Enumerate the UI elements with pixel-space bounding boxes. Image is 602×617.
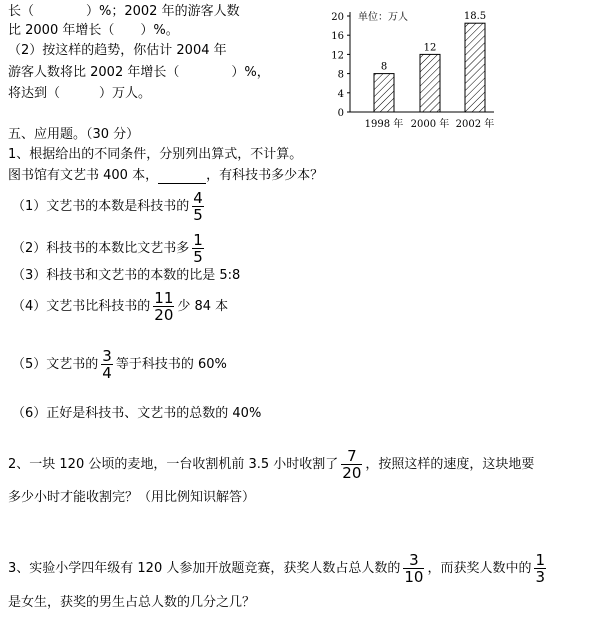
bar-2000 (420, 54, 440, 112)
c5-fraction (101, 348, 113, 381)
y-tick-label: 4 (337, 88, 344, 100)
x-tick-label: 2000 年 (410, 119, 450, 130)
c1-fraction (192, 190, 204, 223)
c5-text: （5）文艺书的 (12, 357, 99, 372)
top-line-2: 比 2000 年增长（ ）%。 (8, 23, 179, 38)
y-tick-label: 16 (331, 31, 344, 43)
q2-line-1 (8, 448, 534, 481)
condition-6: （6）正好是科技书、文艺书的总数的 40% (12, 406, 262, 421)
q3-numerator-2: 1 (535, 551, 546, 569)
condition-2 (12, 232, 207, 265)
y-tick-label: 0 (337, 108, 344, 119)
q3-text-b: ，而获奖人数中的 (427, 561, 532, 576)
c4-denominator: 20 (154, 306, 174, 324)
c2-numerator: 1 (193, 231, 203, 249)
top-line-4: 游客人数将比 2002 年增长（ ）%， (8, 65, 270, 80)
q3-fraction-2 (534, 552, 546, 585)
q2-numerator: 7 (347, 447, 357, 465)
q1-intro: 1、根据给出的不同条件，分别列出算式，不计算。 (8, 147, 303, 162)
bar-1998 (374, 74, 394, 112)
chart-title: 单位：万人 (358, 12, 408, 23)
top-line-3: （2）按这样的趋势，你估计 2004 年 (8, 43, 227, 58)
q3-denominator-1: 10 (404, 568, 424, 586)
condition-3: （3）科技书和文艺书的本数的比是 5:8 (12, 268, 241, 283)
q3-fraction-1 (403, 552, 424, 585)
q1-stem (8, 168, 323, 184)
x-tick-label: 1998 年 (364, 119, 404, 130)
top-line-5: 将达到（ ）万人。 (8, 86, 152, 101)
q2-text-b: ，按照这样的速度，这块地要 (365, 457, 535, 472)
c2-fraction (192, 232, 204, 265)
tourist-bar-chart (322, 0, 502, 134)
q3-line-1 (8, 552, 549, 585)
c2-denominator: 5 (193, 248, 203, 266)
condition-4 (12, 290, 228, 323)
q2-fraction (341, 448, 362, 481)
bar-2002 (465, 23, 485, 112)
q3-numerator-1: 3 (409, 551, 419, 569)
c1-denominator: 5 (193, 206, 203, 224)
c2-text: （2）科技书的本数比文艺书多 (12, 241, 190, 256)
c4-text-post: 少 84 本 (177, 299, 229, 314)
q2-line-2: 多少小时才能收割完？（用比例知识解答） (8, 490, 256, 505)
c5-denominator: 4 (102, 364, 112, 382)
c4-text: （4）文艺书比科技书的 (12, 299, 151, 314)
top-line-1: 长（ ）%；2002 年的游客人数 (8, 4, 240, 19)
condition-5 (12, 348, 227, 381)
y-tick-label: 20 (331, 12, 344, 23)
q3-text-a: 3、实验小学四年级有 120 人参加开放题竞赛，获奖人数占总人数的 (8, 561, 401, 576)
c5-text-post: 等于科技书的 60% (115, 357, 227, 372)
q1-blank[interactable] (158, 170, 206, 184)
bar-value-label: 18.5 (463, 11, 487, 23)
q2-text-a: 2、一块 120 公顷的麦地，一台收割机前 3.5 小时收割了 (8, 457, 339, 472)
condition-1 (12, 190, 207, 223)
q1-stem-b: ，有科技书多少本？ (206, 168, 324, 183)
q1-stem-a: 图书馆有文艺书 400 本， (8, 168, 159, 183)
c1-numerator: 4 (193, 189, 203, 207)
c4-fraction (153, 290, 174, 323)
q3-line-2: 是女生，获奖的男生占总人数的几分之几？ (8, 595, 256, 610)
q3-denominator-2: 3 (535, 568, 546, 586)
bar-value-label: 12 (423, 42, 437, 54)
section-title: 五、应用题。（30 分） (8, 127, 140, 142)
y-tick-label: 8 (337, 69, 344, 81)
c5-numerator: 3 (102, 347, 112, 365)
y-tick-label: 12 (331, 50, 344, 62)
bar-value-label: 8 (380, 61, 388, 73)
c1-text: （1）文艺书的本数是科技书的 (12, 199, 190, 214)
x-tick-label: 2002 年 (455, 119, 495, 130)
q2-denominator: 20 (342, 464, 362, 482)
c4-numerator: 11 (154, 289, 174, 307)
